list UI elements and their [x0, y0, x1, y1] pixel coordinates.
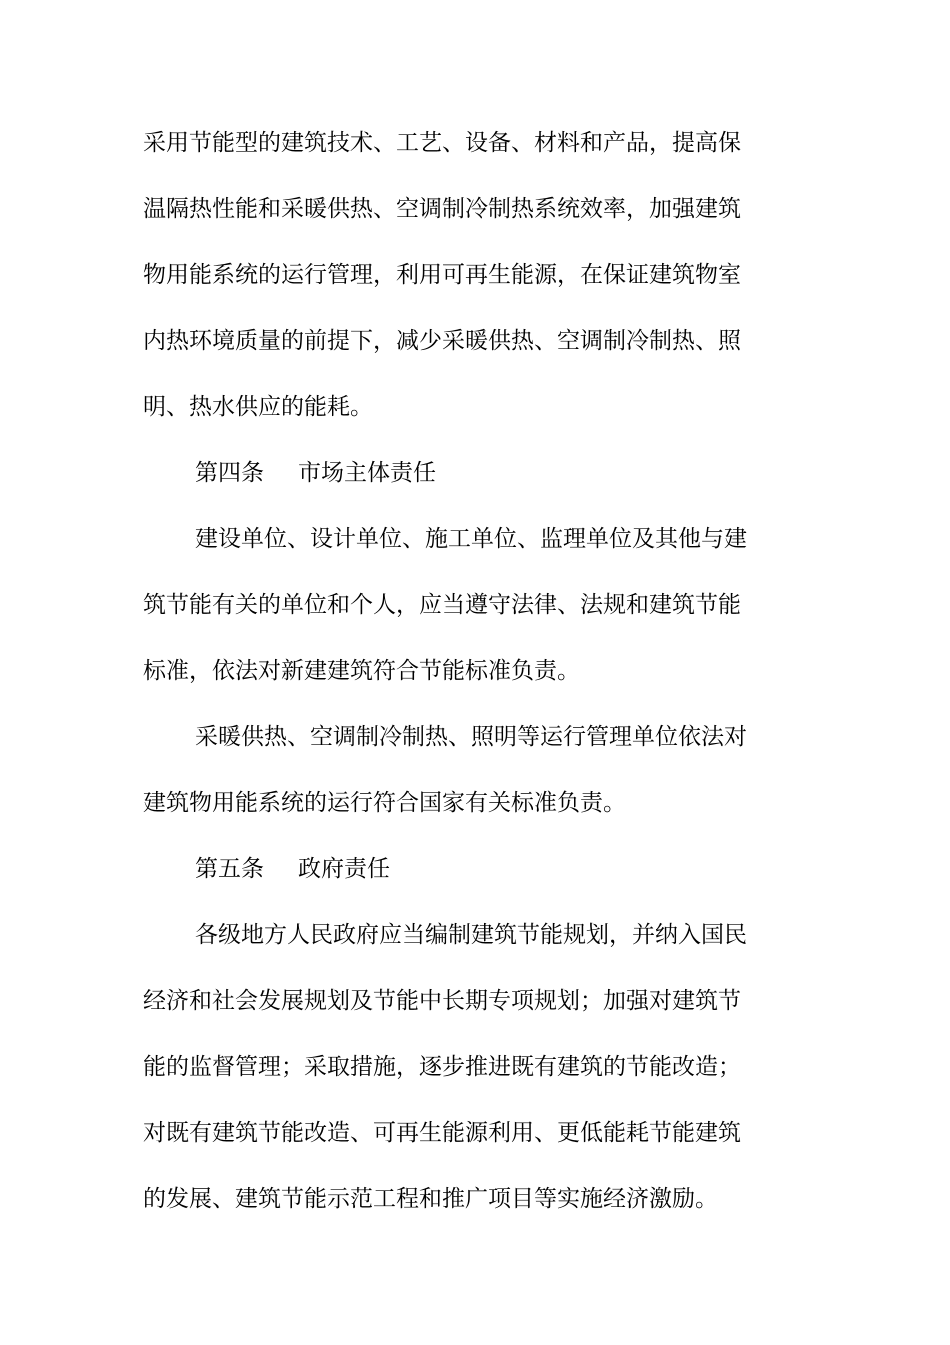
article-4-para2-line-1: 采暖供热、空调制冷制热、照明等运行管理单位依法对 [195, 724, 747, 750]
article-4-para1-line-1: 建设单位、设计单位、施工单位、监理单位及其他与建 [195, 526, 747, 552]
article-4-para2-line-2: 建筑物用能系统的运行符合国家有关标准负责。 [143, 790, 626, 816]
article-4-title: 市场主体责任 [298, 460, 436, 486]
article-5-para1-line-5: 的发展、建筑节能示范工程和推广项目等实施经济激励。 [143, 1186, 718, 1212]
article-5-title: 政府责任 [298, 856, 390, 882]
article-5-para1-line-2: 经济和社会发展规划及节能中长期专项规划；加强对建筑节 [143, 988, 741, 1014]
article-5-para1-line-4: 对既有建筑节能改造、可再生能源利用、更低能耗节能建筑 [143, 1120, 741, 1146]
article-5-number: 第五条 [195, 856, 264, 882]
article-4-para1-line-2: 筑节能有关的单位和个人，应当遵守法律、法规和建筑节能 [143, 592, 741, 618]
article-4-heading [195, 458, 436, 488]
body-line-2: 温隔热性能和采暖供热、空调制冷制热系统效率，加强建筑 [143, 196, 741, 222]
body-line-4: 内热环境质量的前提下，减少采暖供热、空调制冷制热、照 [143, 328, 741, 354]
article-5-para1-line-3: 能的监督管理；采取措施，逐步推进既有建筑的节能改造； [143, 1054, 741, 1080]
body-line-3: 物用能系统的运行管理，利用可再生能源，在保证建筑物室 [143, 262, 741, 288]
article-5-para1-line-1: 各级地方人民政府应当编制建筑节能规划，并纳入国民 [195, 922, 747, 948]
article-4-para1-line-3: 标准，依法对新建建筑符合节能标准负责。 [143, 658, 580, 684]
article-4-number: 第四条 [195, 460, 264, 486]
body-line-1: 采用节能型的建筑技术、工艺、设备、材料和产品，提高保 [143, 130, 741, 156]
article-5-heading [195, 854, 390, 884]
body-line-5: 明、热水供应的能耗。 [143, 394, 373, 420]
